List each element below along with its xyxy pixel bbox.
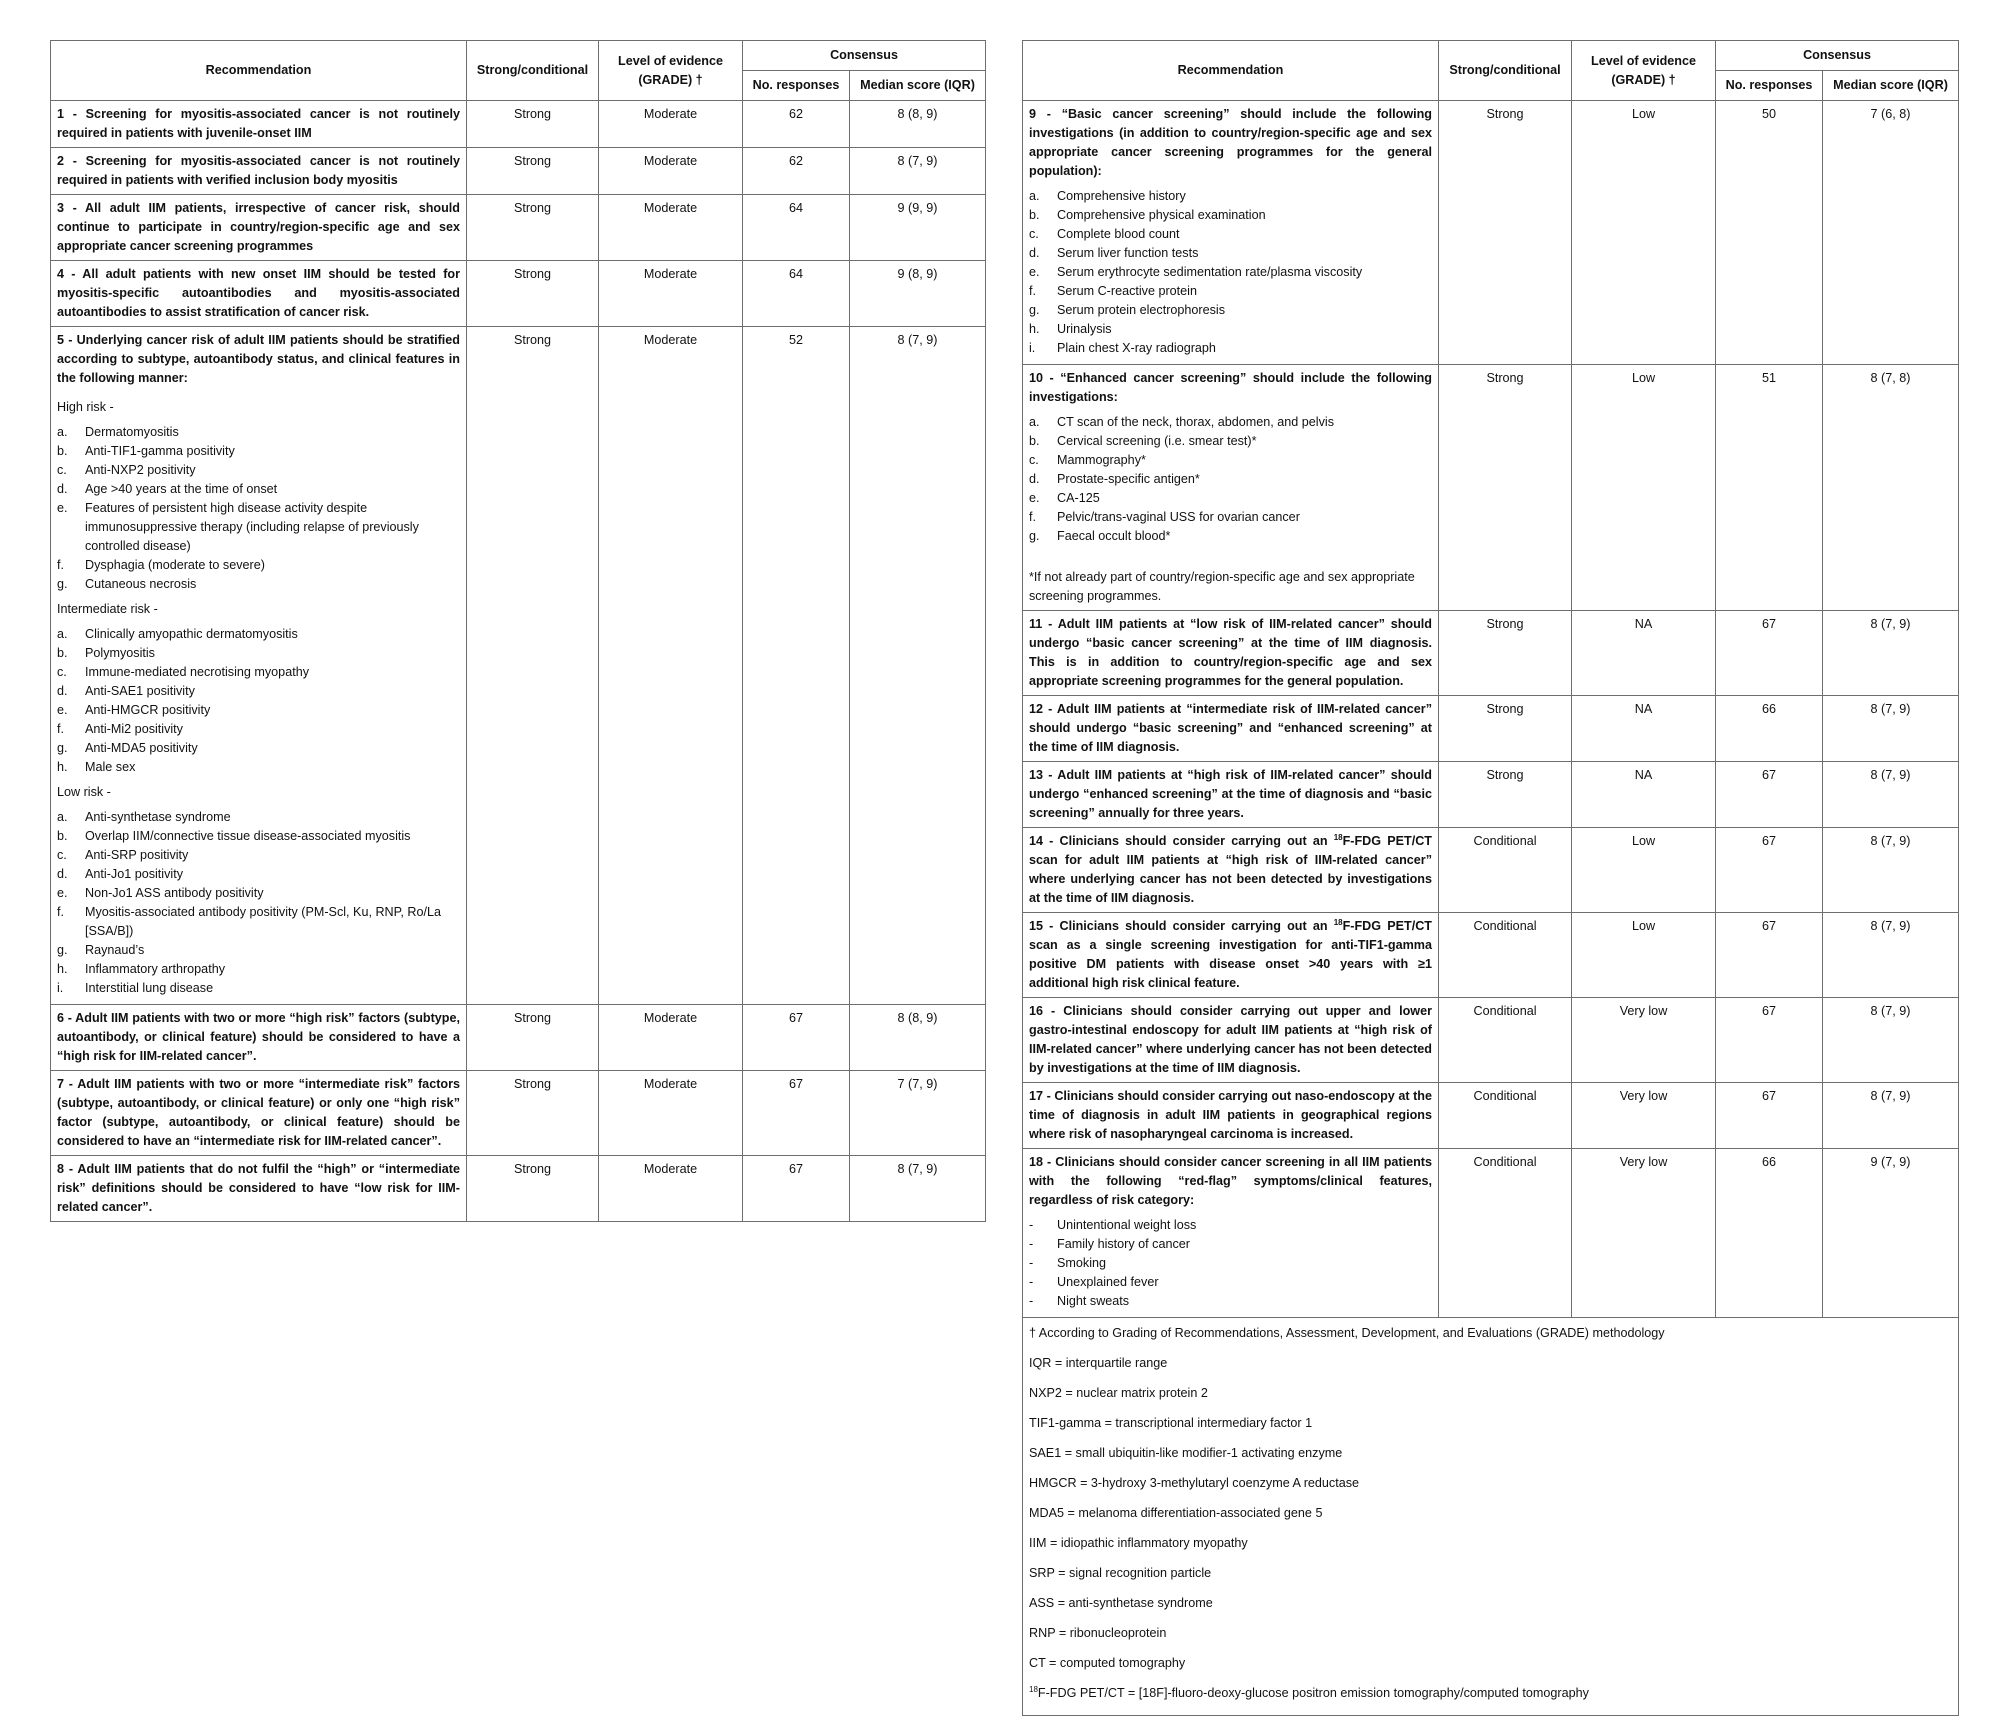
list-marker: a. <box>1029 415 1040 429</box>
evidence-cell: Moderate <box>599 327 743 1005</box>
responses-cell: 67 <box>1716 762 1823 828</box>
investigation-list <box>1029 413 1432 546</box>
strength-cell: Strong <box>467 101 599 148</box>
table-row <box>1023 998 1959 1083</box>
strength-cell: Strong <box>467 195 599 261</box>
evidence-cell: Moderate <box>599 101 743 148</box>
list-marker: h. <box>57 760 68 774</box>
table-row <box>51 1005 986 1071</box>
footnotes-row <box>1023 1318 1959 1716</box>
list-item-text: Anti-MDA5 positivity <box>85 741 198 755</box>
footnote: TIF1-gamma = transcriptional intermediary factor 1 <box>1029 1416 1313 1430</box>
footnote: MDA5 = melanoma differentiation-associated gene 5 <box>1029 1506 1323 1520</box>
list-item-text: Overlap IIM/connective tissue disease-associated myositis <box>85 829 411 843</box>
risk-factor-list <box>57 423 460 594</box>
median-cell: 8 (7, 9) <box>850 148 986 195</box>
median-cell: 8 (8, 9) <box>850 101 986 148</box>
responses-cell: 64 <box>743 261 850 327</box>
list-item <box>1029 1254 1432 1273</box>
median-cell: 9 (9, 9) <box>850 195 986 261</box>
median-cell: 8 (7, 9) <box>1823 696 1959 762</box>
evidence-cell: NA <box>1572 762 1716 828</box>
list-item <box>57 499 460 556</box>
strength-cell: Strong <box>467 1156 599 1222</box>
list-item <box>1029 225 1432 244</box>
recommendation-cell <box>1023 913 1439 998</box>
strength-cell: Conditional <box>1439 828 1572 913</box>
list-item-text: Myositis-associated antibody positivity (PM-Scl, Ku, RNP, Ro/La [SSA/B]) <box>85 905 442 938</box>
recommendation-cell: 17 - Clinicians should consider carrying out naso-endoscopy at the time of diagnosis in adult IIM patients in geographical regions where risk of nasopharyngeal carcinoma is increased. <box>1023 1083 1439 1149</box>
list-item-text: Faecal occult blood* <box>1057 529 1171 543</box>
list-marker: g. <box>57 741 68 755</box>
list-item <box>57 808 460 827</box>
responses-cell: 67 <box>743 1156 850 1222</box>
responses-cell: 67 <box>1716 998 1823 1083</box>
header-strength: Strong/conditional <box>467 41 599 101</box>
recommendations-table-right <box>1022 40 1959 1716</box>
risk-group-title: High risk - <box>57 400 114 414</box>
evidence-cell: Very low <box>1572 1149 1716 1318</box>
responses-cell: 66 <box>1716 1149 1823 1318</box>
footnote: IQR = interquartile range <box>1029 1356 1168 1370</box>
list-marker: d. <box>1029 472 1040 486</box>
list-item <box>57 960 460 979</box>
list-marker: e. <box>57 703 68 717</box>
list-item <box>1029 470 1432 489</box>
list-item-text: Comprehensive history <box>1057 189 1186 203</box>
list-item-text: Anti-SAE1 positivity <box>85 684 195 698</box>
list-marker: a. <box>57 810 68 824</box>
list-marker: a. <box>57 425 68 439</box>
median-cell: 8 (7, 9) <box>850 1156 986 1222</box>
list-item-text: Clinically amyopathic dermatomyositis <box>85 627 298 641</box>
list-item <box>57 739 460 758</box>
responses-cell: 62 <box>743 148 850 195</box>
table-row <box>1023 913 1959 998</box>
list-item-text: Polymyositis <box>85 646 155 660</box>
table-row <box>51 261 986 327</box>
table-row <box>1023 365 1959 611</box>
recommendation-text: F-FDG PET/CT scan for adult IIM patients at “high risk of IIM-related cancer” where underlying cancer has not been detected by investigations at the time of IIM diagnosis. <box>1029 834 1432 905</box>
list-item-text: Male sex <box>85 760 136 774</box>
recommendation-cell: 8 - Adult IIM patients that do not fulfil the “high” or “intermediate risk” definitions should be considered to have “low risk for IIM-related cancer”. <box>51 1156 467 1222</box>
list-item-text: Serum protein electrophoresis <box>1057 303 1225 317</box>
evidence-cell: Moderate <box>599 261 743 327</box>
list-marker: b. <box>1029 434 1040 448</box>
list-item-text: Age >40 years at the time of onset <box>85 482 278 496</box>
list-item <box>1029 1273 1432 1292</box>
list-marker: d. <box>57 482 68 496</box>
list-item <box>57 827 460 846</box>
list-item <box>57 979 460 998</box>
list-item-text: Anti-NXP2 positivity <box>85 463 196 477</box>
list-item <box>1029 527 1432 546</box>
table-row <box>1023 101 1959 365</box>
list-marker: b. <box>57 646 68 660</box>
strength-cell: Strong <box>1439 762 1572 828</box>
footnote: ASS = anti-synthetase syndrome <box>1029 1596 1213 1610</box>
list-item <box>57 884 460 903</box>
strength-cell: Conditional <box>1439 1083 1572 1149</box>
list-item <box>57 663 460 682</box>
list-marker: c. <box>1029 453 1039 467</box>
list-item-text: Urinalysis <box>1057 322 1112 336</box>
recommendation-cell: 6 - Adult IIM patients with two or more “high risk” factors (subtype, autoantibody, or clinical feature) should be considered to have a “high risk for IIM-related cancer”. <box>51 1005 467 1071</box>
list-item <box>57 682 460 701</box>
list-item <box>57 846 460 865</box>
list-item <box>1029 339 1432 358</box>
strength-cell: Conditional <box>1439 913 1572 998</box>
list-item <box>57 423 460 442</box>
median-cell: 8 (7, 9) <box>1823 998 1959 1083</box>
responses-cell: 67 <box>743 1005 850 1071</box>
recommendation-cell: 2 - Screening for myositis-associated cancer is not routinely required in patients with verified inclusion body myositis <box>51 148 467 195</box>
recommendation-cell: 12 - Adult IIM patients at “intermediate risk of IIM-related cancer” should undergo “basic screening” and “enhanced screening” at the time of IIM diagnosis. <box>1023 696 1439 762</box>
list-marker: i. <box>57 981 64 995</box>
list-item <box>57 903 460 941</box>
list-item-text: Anti-SRP positivity <box>85 848 189 862</box>
footnote: SAE1 = small ubiquitin-like modifier-1 activating enzyme <box>1029 1446 1343 1460</box>
header-recommendation: Recommendation <box>51 41 467 101</box>
list-item-text: Anti-Mi2 positivity <box>85 722 183 736</box>
median-cell: 9 (7, 9) <box>1823 1149 1959 1318</box>
list-item-text: Dysphagia (moderate to severe) <box>85 558 265 572</box>
list-marker: g. <box>1029 303 1040 317</box>
list-item <box>57 644 460 663</box>
list-item <box>1029 244 1432 263</box>
risk-factor-list <box>57 808 460 998</box>
median-cell: 8 (7, 9) <box>1823 1083 1959 1149</box>
median-cell: 8 (8, 9) <box>850 1005 986 1071</box>
list-marker: h. <box>57 962 68 976</box>
footnote <box>1029 1684 1952 1703</box>
list-marker: g. <box>57 943 68 957</box>
list-marker: c. <box>57 463 67 477</box>
header-evidence: Level of evidence (GRADE) † <box>599 41 743 101</box>
recommendation-cell: 11 - Adult IIM patients at “low risk of IIM-related cancer” should undergo “basic cancer screening” at the time of IIM diagnosis. This is in addition to country/region-specific age and sex appropriate screening programmes for the general population. <box>1023 611 1439 696</box>
evidence-cell: Moderate <box>599 1156 743 1222</box>
list-item-text: Immune-mediated necrotising myopathy <box>85 665 309 679</box>
list-marker: - <box>1029 1237 1034 1251</box>
list-marker: b. <box>1029 208 1040 222</box>
strength-cell: Strong <box>467 327 599 1005</box>
responses-cell: 66 <box>1716 696 1823 762</box>
risk-groups <box>57 398 460 998</box>
list-item <box>1029 451 1432 470</box>
list-item <box>57 941 460 960</box>
list-item <box>57 625 460 644</box>
responses-cell: 64 <box>743 195 850 261</box>
list-marker: f. <box>57 905 64 919</box>
list-item-text: Unexplained fever <box>1057 1275 1159 1289</box>
list-item-text: Anti-HMGCR positivity <box>85 703 211 717</box>
list-item-text: Anti-synthetase syndrome <box>85 810 231 824</box>
list-item-text: Features of persistent high disease activity despite immunosuppressive therapy (including relapse of previously controlled disease) <box>85 501 419 553</box>
table-row <box>51 101 986 148</box>
table-row <box>51 1156 986 1222</box>
table-row <box>1023 611 1959 696</box>
list-marker: - <box>1029 1294 1034 1308</box>
list-item <box>1029 206 1432 225</box>
list-item <box>57 461 460 480</box>
table-row <box>51 1071 986 1156</box>
list-marker: a. <box>57 627 68 641</box>
list-marker: d. <box>1029 246 1040 260</box>
recommendation-cell <box>1023 1149 1439 1318</box>
list-item-text: CA-125 <box>1057 491 1100 505</box>
list-marker: d. <box>57 867 68 881</box>
list-item-text: CT scan of the neck, thorax, abdomen, and pelvis <box>1057 415 1334 429</box>
strength-cell: Strong <box>467 148 599 195</box>
list-marker: f. <box>1029 510 1036 524</box>
responses-cell: 62 <box>743 101 850 148</box>
header-strength: Strong/conditional <box>1439 41 1572 101</box>
header-median: Median score (IQR) <box>1823 71 1959 101</box>
list-marker: h. <box>1029 322 1040 336</box>
recommendation-cell <box>1023 828 1439 913</box>
list-marker: e. <box>1029 265 1040 279</box>
table-row <box>1023 762 1959 828</box>
list-item-text: Anti-TIF1-gamma positivity <box>85 444 235 458</box>
list-item-text: Cervical screening (i.e. smear test)* <box>1057 434 1257 448</box>
list-item-text: Serum erythrocyte sedimentation rate/plasma viscosity <box>1057 265 1363 279</box>
footnote: RNP = ribonucleoprotein <box>1029 1626 1167 1640</box>
median-cell: 8 (7, 8) <box>1823 365 1959 611</box>
evidence-cell: Moderate <box>599 148 743 195</box>
recommendation-text: 10 - “Enhanced cancer screening” should include the following investigations: <box>1029 371 1432 404</box>
list-item <box>57 720 460 739</box>
header-recommendation: Recommendation <box>1023 41 1439 101</box>
list-item <box>1029 413 1432 432</box>
strength-cell: Strong <box>1439 696 1572 762</box>
median-cell: 8 (7, 9) <box>1823 913 1959 998</box>
median-cell: 8 (7, 9) <box>1823 762 1959 828</box>
table-row <box>51 195 986 261</box>
list-marker: b. <box>57 829 68 843</box>
list-item-text: Comprehensive physical examination <box>1057 208 1266 222</box>
recommendation-text: 18 - Clinicians should consider cancer screening in all IIM patients with the following “red-flag” symptoms/clinical features, regardless of risk category: <box>1029 1155 1432 1207</box>
list-item-text: Non-Jo1 ASS antibody positivity <box>85 886 264 900</box>
responses-cell: 50 <box>1716 101 1823 365</box>
list-item-text: Interstitial lung disease <box>85 981 214 995</box>
isotope-superscript: 18 <box>1029 1684 1038 1694</box>
list-item <box>1029 1216 1432 1235</box>
list-marker: a. <box>1029 189 1040 203</box>
risk-group-title: Intermediate risk - <box>57 602 158 616</box>
screening-note: *If not already part of country/region-specific age and sex appropriate screening programmes. <box>1029 570 1415 603</box>
list-item-text: Serum C-reactive protein <box>1057 284 1197 298</box>
list-item <box>1029 1292 1432 1311</box>
list-item-text: Complete blood count <box>1057 227 1180 241</box>
strength-cell: Conditional <box>1439 998 1572 1083</box>
header-median: Median score (IQR) <box>850 71 986 101</box>
strength-cell: Conditional <box>1439 1149 1572 1318</box>
list-item-text: Cutaneous necrosis <box>85 577 197 591</box>
list-marker: - <box>1029 1275 1034 1289</box>
evidence-cell: Moderate <box>599 1071 743 1156</box>
list-item <box>57 442 460 461</box>
responses-cell: 67 <box>1716 828 1823 913</box>
table-row <box>1023 1149 1959 1318</box>
footnote-text: F-FDG PET/CT = [18F]-fluoro-deoxy-glucose positron emission tomography/computed tomography <box>1037 1686 1589 1700</box>
list-item <box>1029 489 1432 508</box>
footnotes-cell <box>1023 1318 1959 1716</box>
list-marker: c. <box>1029 227 1039 241</box>
list-item <box>1029 508 1432 527</box>
header-responses: No. responses <box>743 71 850 101</box>
recommendation-cell <box>1023 101 1439 365</box>
list-item-text: Serum liver function tests <box>1057 246 1199 260</box>
recommendations-table-left <box>50 40 986 1222</box>
list-item <box>57 556 460 575</box>
evidence-cell: Very low <box>1572 998 1716 1083</box>
median-cell: 9 (8, 9) <box>850 261 986 327</box>
strength-cell: Strong <box>1439 101 1572 365</box>
list-item <box>57 701 460 720</box>
list-item-text: Pelvic/trans-vaginal USS for ovarian cancer <box>1057 510 1300 524</box>
list-item <box>1029 1235 1432 1254</box>
evidence-cell: Very low <box>1572 1083 1716 1149</box>
list-marker: e. <box>57 886 68 900</box>
median-cell: 8 (7, 9) <box>850 327 986 1005</box>
list-item-text: Raynaud’s <box>85 943 145 957</box>
recommendation-text: 5 - Underlying cancer risk of adult IIM patients should be stratified according to subtype, autoantibody status, and clinical features in the following manner: <box>57 333 460 385</box>
risk-factor-list <box>57 625 460 777</box>
recommendation-text: 9 - “Basic cancer screening” should include the following investigations (in addition to country/region-specific age and sex appropriate cancer screening programmes for the general population): <box>1029 107 1432 178</box>
recommendation-cell: 1 - Screening for myositis-associated cancer is not routinely required in patients with juvenile-onset IIM <box>51 101 467 148</box>
median-cell: 7 (6, 8) <box>1823 101 1959 365</box>
list-item-text: Plain chest X-ray radiograph <box>1057 341 1216 355</box>
evidence-cell: Moderate <box>599 1005 743 1071</box>
strength-cell: Strong <box>467 1005 599 1071</box>
responses-cell: 67 <box>743 1071 850 1156</box>
list-marker: i. <box>1029 341 1036 355</box>
list-marker: b. <box>57 444 68 458</box>
responses-cell: 51 <box>1716 365 1823 611</box>
red-flag-list <box>1029 1216 1432 1311</box>
table-row <box>51 327 986 1005</box>
footnote: † According to Grading of Recommendations, Assessment, Development, and Evaluations (GRADE) methodology <box>1029 1326 1665 1340</box>
list-item <box>1029 187 1432 206</box>
responses-cell: 52 <box>743 327 850 1005</box>
risk-group-title: Low risk - <box>57 785 111 799</box>
list-item <box>1029 263 1432 282</box>
strength-cell: Strong <box>1439 611 1572 696</box>
list-item <box>57 575 460 594</box>
evidence-cell: Low <box>1572 913 1716 998</box>
median-cell: 8 (7, 9) <box>1823 828 1959 913</box>
strength-cell: Strong <box>467 1071 599 1156</box>
recommendation-cell: 7 - Adult IIM patients with two or more “intermediate risk” factors (subtype, autoantibody, or clinical feature) or only one “high risk” factor (subtype, autoantibody, or clinical feature) should be considered to have an “intermediate risk for IIM-related cancer”. <box>51 1071 467 1156</box>
list-marker: f. <box>1029 284 1036 298</box>
list-marker: e. <box>1029 491 1040 505</box>
responses-cell: 67 <box>1716 913 1823 998</box>
list-item <box>1029 301 1432 320</box>
recommendation-text: 14 - Clinicians should consider carrying out an <box>1029 834 1334 848</box>
responses-cell: 67 <box>1716 611 1823 696</box>
recommendation-cell: 4 - All adult patients with new onset IIM should be tested for myositis-specific autoantibodies and myositis-associated autoantibodies to assist stratification of cancer risk. <box>51 261 467 327</box>
list-item <box>57 865 460 884</box>
list-item-text: Unintentional weight loss <box>1057 1218 1197 1232</box>
recommendation-cell: 16 - Clinicians should consider carrying out upper and lower gastro-intestinal endoscopy for adult IIM patients at “high risk of IIM-related cancer” where underlying cancer has not been detected by investigations at the time of IIM diagnosis. <box>1023 998 1439 1083</box>
footnote: CT = computed tomography <box>1029 1656 1186 1670</box>
list-marker: f. <box>57 722 64 736</box>
footnote: SRP = signal recognition particle <box>1029 1566 1212 1580</box>
list-marker: - <box>1029 1256 1034 1270</box>
list-item-text: Anti-Jo1 positivity <box>85 867 183 881</box>
footnote: NXP2 = nuclear matrix protein 2 <box>1029 1386 1208 1400</box>
header-consensus: Consensus <box>1716 41 1959 71</box>
list-item <box>57 758 460 777</box>
list-item-text: Mammography* <box>1057 453 1146 467</box>
header-evidence: Level of evidence (GRADE) † <box>1572 41 1716 101</box>
list-item-text: Prostate-specific antigen* <box>1057 472 1200 486</box>
list-marker: g. <box>1029 529 1040 543</box>
list-item-text: Dermatomyositis <box>85 425 179 439</box>
isotope-superscript: 18 <box>1333 917 1343 927</box>
recommendation-cell <box>51 327 467 1005</box>
recommendation-text: 15 - Clinicians should consider carrying out an <box>1029 919 1334 933</box>
table-row <box>1023 1083 1959 1149</box>
list-item-text: Family history of cancer <box>1057 1237 1190 1251</box>
median-cell: 7 (7, 9) <box>850 1071 986 1156</box>
footnote: IIM = idiopathic inflammatory myopathy <box>1029 1536 1248 1550</box>
recommendation-text: F-FDG PET/CT scan as a single screening investigation for anti-TIF1-gamma positive DM patients with disease onset >40 years with ≥1 additional high risk clinical feature. <box>1029 919 1432 990</box>
recommendation-cell: 13 - Adult IIM patients at “high risk of IIM-related cancer” should undergo “enhanced screening” at the time of diagnosis and “basic screening” annually for three years. <box>1023 762 1439 828</box>
list-marker: - <box>1029 1218 1034 1232</box>
list-marker: c. <box>57 665 67 679</box>
list-item-text: Night sweats <box>1057 1294 1130 1308</box>
median-cell: 8 (7, 9) <box>1823 611 1959 696</box>
list-item <box>1029 320 1432 339</box>
header-responses: No. responses <box>1716 71 1823 101</box>
header-consensus: Consensus <box>743 41 986 71</box>
evidence-cell: NA <box>1572 611 1716 696</box>
evidence-cell: Low <box>1572 828 1716 913</box>
list-item <box>1029 282 1432 301</box>
responses-cell: 67 <box>1716 1083 1823 1149</box>
footnote: HMGCR = 3-hydroxy 3-methylutaryl coenzyme A reductase <box>1029 1476 1360 1490</box>
evidence-cell: NA <box>1572 696 1716 762</box>
table-row <box>1023 828 1959 913</box>
evidence-cell: Moderate <box>599 195 743 261</box>
table-row <box>51 148 986 195</box>
isotope-superscript: 18 <box>1333 832 1343 842</box>
recommendation-cell: 3 - All adult IIM patients, irrespective of cancer risk, should continue to participate in country/region-specific age and sex appropriate cancer screening programmes <box>51 195 467 261</box>
list-marker: e. <box>57 501 68 515</box>
list-marker: c. <box>57 848 67 862</box>
evidence-cell: Low <box>1572 365 1716 611</box>
evidence-cell: Low <box>1572 101 1716 365</box>
recommendation-cell <box>1023 365 1439 611</box>
strength-cell: Strong <box>467 261 599 327</box>
list-item-text: Smoking <box>1057 1256 1106 1270</box>
list-item <box>1029 432 1432 451</box>
list-marker: g. <box>57 577 68 591</box>
list-marker: d. <box>57 684 68 698</box>
list-item-text: Inflammatory arthropathy <box>85 962 225 976</box>
investigation-list <box>1029 187 1432 358</box>
table-row <box>1023 696 1959 762</box>
list-marker: f. <box>57 558 64 572</box>
list-item <box>57 480 460 499</box>
strength-cell: Strong <box>1439 365 1572 611</box>
